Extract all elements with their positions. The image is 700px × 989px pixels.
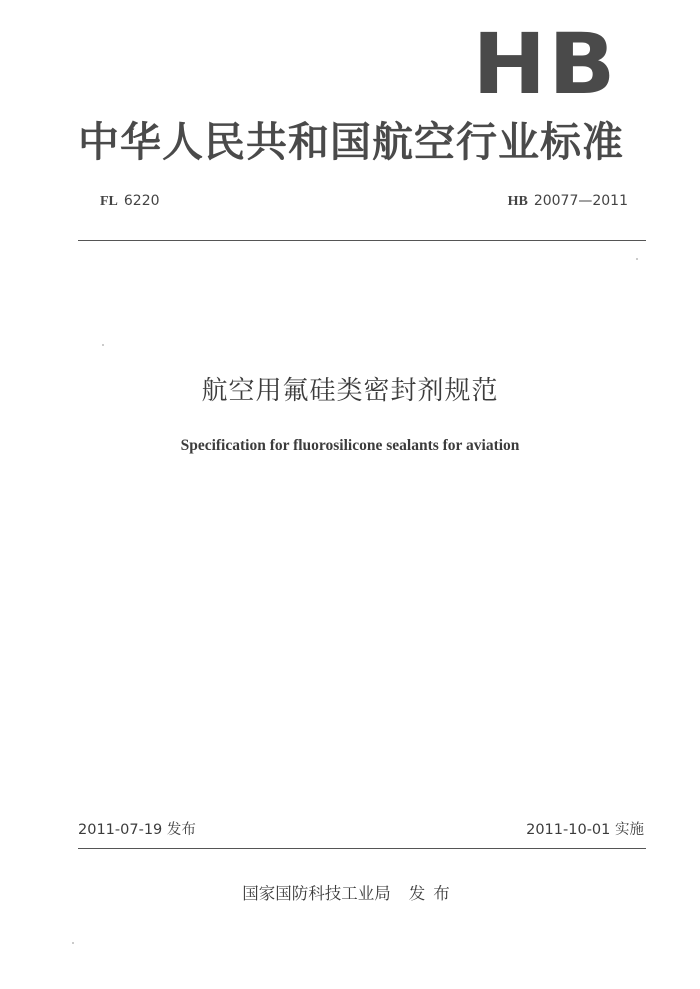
classification-prefix: FL <box>100 194 118 209</box>
scan-speck <box>636 258 638 260</box>
document-title-en: Specification for fluorosilicone sealants for aviation <box>180 437 520 454</box>
standard-code <box>508 193 628 210</box>
footer-divider <box>78 848 646 849</box>
standard-title: 中华人民共和国航空行业标准 <box>78 118 624 166</box>
classification-number: 6220 <box>123 193 160 209</box>
issue-date: 2011-07-19 发布 <box>78 822 196 838</box>
publisher <box>0 880 700 904</box>
scan-speck <box>72 942 74 944</box>
document-title-cn: 航空用氟硅类密封剂规范 <box>201 376 499 406</box>
publisher-action: 发布 <box>408 884 458 903</box>
publisher-name: 国家国防科技工业局 <box>242 884 391 903</box>
classification-code <box>100 193 160 210</box>
standard-code-prefix: HB <box>507 194 528 209</box>
hb-logo: HB <box>472 15 618 113</box>
implementation-date: 2011-10-01 实施 <box>526 822 644 838</box>
scan-speck <box>102 344 104 346</box>
header-divider <box>78 240 646 241</box>
standard-code-number: 20077—2011 <box>533 193 628 209</box>
